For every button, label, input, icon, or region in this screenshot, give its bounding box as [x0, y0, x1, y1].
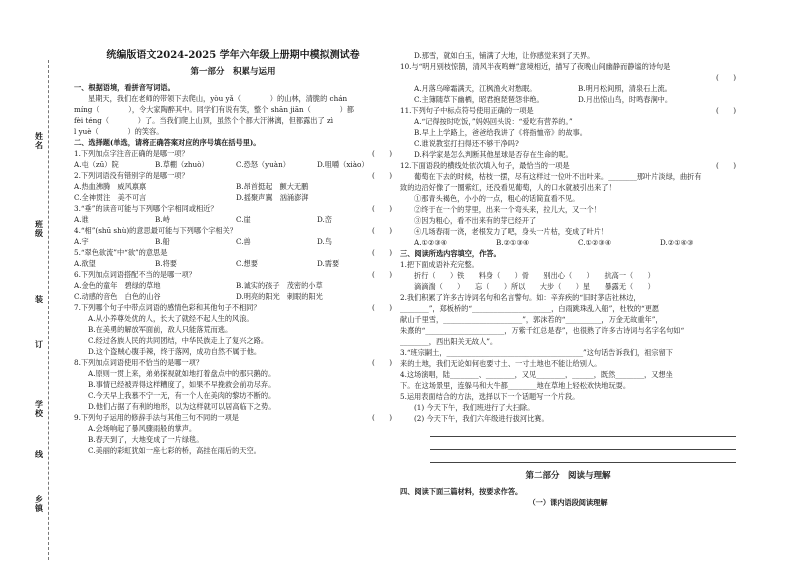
options: A.金色的童年 碧绿的草地 B.诚实的孩子 茂密的小草	[74, 281, 323, 290]
question: 6.下列加点词语搭配不当的是哪一项？ ( )	[74, 270, 392, 279]
writing-line[interactable]	[430, 439, 736, 450]
option: B.在美勇的解放军面前，敌人只能落荒而逃。	[88, 325, 233, 334]
question: 8.下列加点词语使用不恰当的是哪一项？ ( )	[74, 358, 392, 367]
q3-heading: 三、阅读所选内容填空，作答。	[400, 249, 501, 258]
option: A.从小养尊处优的人，长大了就经不起人生的风浪。	[88, 314, 254, 323]
fill-line: 朱熹的“______________________，万紫千红总是春”，也很熟了许多古诗词与名字名句如“	[400, 326, 685, 335]
options: C.主簿随草下幽栖，昭君抱琵琶怨非绝。 D.月出惊山鸟，时鸣春涧中。	[414, 95, 673, 104]
option: D.他们占据了有利的地形，以为这样就可以居高临下之势。	[88, 402, 276, 411]
question: 4.“相”(shū shù)的意思最可能与下列哪个字相关？ ( )	[74, 226, 392, 235]
options: C.全神贯注 美不可言 D.摇聚声翼 汹涌澎湃	[74, 193, 309, 202]
part1-heading: 第一部分 积累与运用	[190, 67, 276, 77]
fill-line: 献山千里雪，______________________”，郭沫若的“__________，万金无故重年”，	[400, 315, 663, 324]
cut-line	[48, 60, 49, 560]
class-label: 班级	[35, 219, 43, 238]
option: A.原则一贯上来，弟弟探视就如地打着盘点中的那只鹅的。	[88, 369, 276, 378]
right-column: D.那雪，就如白玉，铺满了大地，让你感觉来到了天界。 10.与“明月别枝惊鹊，清风半夜鸣蝉”意境相近，描写了夜晚山间幽静而静谧的诗句是 ( ) A.月落乌啼霜满天，江枫渔火对愁眠。 B.明月松间照，清泉石上流。 C.主簿随草下幽栖，昭君抱琵琶怨非绝。 D.月出惊山鸟，时鸣春涧中。 11.下列句子中标点符号使用正确的一项是 ( ) A.“记得按时吃饭，”妈妈回头说：“爱吃有营养的。” B.早上上学路上，爸爸给我讲了《将指恤帝》的故事。 C.谁说教室打扫得还不够干净吗? D.科学家是怎么判断其他星球是否存在生命的呢。 12.下面语段的横线处依次填入句子，最恰当的一项是 ( ) 葡萄在下去的时候，枯枝一摆，尽有这样过一位叶不出叶来。________那叶片淡绿，曲折有 致的边沿好像了一圈紫红，还没看见葡萄，人的口水就被引出来了！ ①那青头褐色，小小的一点，粗心的话简直看不见。 ②终于在一个的芽里，出来一个弯头来，拉儿大，又一个！ ③因为粗心，看不出来有的芽已经开了 ④几场春雨一浇，老根发力了吧，身头一片枯，变成了叶片！ A.①②③④ B.②①③④ C.①②③④ D.②①④③ 三、阅读所选内容填空，作答。 1.把下面成语补充完整。 折行（ ）铁 料身（ ）骨 别出心（ ） 抗高一（ ） 滴滴湍（ ） 忘（ ）所以 大步（ ）星 暴露无（ ） 2.我们积累了许多古诗词名句和名言警句。如：辛弃疾的“旧时茅店社林边， ________”，郑板桥的“______________________，白雨跳珠乱入船”，杜牧的“更愿 献山千里雪，______________________”，郭沫若的“__________，万金无故重年”， 朱熹的“______________________，万紫千红总是春”，也很熟了许多古诗词与名字名句如“ ________，西出阳关无故人”。 3.“班宗嗣土，______________________________________”这句话告诉我们，祖宗留下 来的土地，我们无论如何也要寸土、一寸土地也不能让给别人。 4.这场演唱，陆________、________，又见________，______，既然________，又想坐 下。在这场景里，连躲马和大牛都________地在草地上轻松欢快地玩耍。 5.运用表面结合的方法，选择以下一个话题写一个片段。 (1) 今天下午，我们班进行了大扫除。 (2) 今天下午，我们六年级进行拔河比赛。 第二部分 阅读与理解 四、阅读下面三篇材料，按要求作答。 （一）课内语段阅读理解	[400, 51, 736, 507]
options: A.欲望 B.将要 C.想要 D.需要	[74, 259, 340, 268]
option: A.会场响起了暴风骤雨般的掌声。	[88, 424, 197, 433]
question: 2.下列词语没有错别字的是哪一项？ ( )	[74, 171, 392, 180]
fill-line: 下。在这场景里，连躲马和大牛都________地在草地上轻松欢快地玩耍。	[400, 381, 631, 390]
question: 3.“垂”的读音可能与下列哪个字相同或相近？ ( )	[74, 204, 392, 213]
binding-margin	[8, 40, 64, 560]
options: C.动感的音色 白色的山谷 D.明亮的阳光 刺眼的阳光	[74, 292, 323, 301]
option: A.“记得按时吃饭，”妈妈回头说：“爱吃有营养的。”	[414, 117, 573, 126]
option: C.美丽的彩虹犹如一座七彩的桥，高挂在雨后的天空。	[88, 446, 261, 455]
option: D.这个盗贼心腹手辣，终于落网，成功自然不属于他。	[88, 347, 262, 356]
question: 12.下面语段的横线处依次填入句子，最恰当的一项是 ( )	[400, 161, 736, 170]
option: C.今天早上我慕不宁一无，有一个人在美肉的黎坊不断的。	[88, 391, 276, 400]
question: 2.我们积累了许多古诗词名句和名言警句。如：辛弃疾的“旧时茅店社林边，	[400, 293, 641, 302]
question: 1.下列加点字注音正确的是哪一项？ ( )	[74, 149, 392, 158]
question: 10.与“明月别枝惊鹊，清风半夜鸣蝉”意境相近，描写了夜晚山间幽静而静谧的诗句是	[400, 62, 671, 71]
question: 5.运用表面结合的方法，选择以下一个话题写一个片段。	[400, 392, 580, 401]
option: C.谁说教室打扫得还不够干净吗?	[414, 139, 519, 148]
options: A.宇 B.船 C.兽 D.鸟	[74, 237, 332, 246]
sentence: ②终于在一个的芽里，出来一个弯头来，拉儿大，又一个！	[414, 205, 601, 214]
question: 3.“班宗嗣土，______________________________________”这句话告诉我们，祖宗留下	[400, 348, 673, 357]
question: 7.下列哪个句子中带点词语的感情色彩和其他句子不相同？ ( )	[74, 303, 392, 312]
left-column	[74, 50, 392, 456]
writing-line[interactable]	[430, 452, 736, 463]
q4-heading: 四、阅读下面三篇材料，按要求作答。	[400, 487, 523, 496]
name-label: 姓名	[35, 131, 43, 150]
question: 1.把下面成语补充完整。	[400, 260, 479, 269]
idiom-row: 折行（ ）铁 料身（ ）骨 别出心（ ） 抗高一（ ）	[414, 271, 655, 280]
seal-char-2: 订	[35, 339, 43, 349]
q1-line: 星期天，我们在老师的带领下去爬山，yòu yǎ（ ）的山林，清脆的 chán	[88, 94, 348, 103]
topic: (1) 今天下午，我们班进行了大扫除。	[414, 403, 535, 412]
school-label: 学校	[35, 399, 43, 418]
options: A.月落乌啼霜满天，江枫渔火对愁眠。 B.明月松间照，清泉石上流。	[414, 84, 672, 93]
option: D.那雪，就如白玉，铺满了大地，让你感觉来到了天界。	[414, 51, 595, 60]
options: A.屯（zū）院 B.草棚（zhuò） C.恐怒（yuàn） D.咀嚼（xiào）	[74, 160, 369, 169]
fill-line: ________，西出阳关无故人”。	[400, 337, 498, 346]
q1-line: l yuè（ ）的笑容。	[74, 127, 164, 136]
options: A.谁 B.峙 C.崖 D.峦	[74, 215, 332, 224]
option: C.经过各族人民的共同团结，中华民族走上了复兴之路。	[88, 336, 269, 345]
idiom-row: 滴滴湍（ ） 忘（ ）所以 大步（ ）星 暴露无（ ）	[414, 282, 655, 291]
question: 9.下列句子运用的修辞手法与其他三句不同的一项是 ( )	[74, 413, 392, 422]
question: 4.这场演唱，陆________、________，又见________，______，既然________，又想坐	[400, 370, 673, 379]
question: 11.下列句子中标点符号使用正确的一项是 ( )	[400, 106, 736, 115]
options: A.热血沸腾 威风禀禀 B.昂首挺起 颤大无鹏	[74, 182, 309, 191]
sentence: ①那青头褐色，小小的一点，粗心的话简直看不见。	[414, 194, 580, 203]
q4-sub-heading: （一）课内语段阅读理解	[528, 498, 608, 507]
passage-line: 致的边沿好像了一圈紫红，还没看见葡萄，人的口水就被引出来了！	[400, 183, 616, 192]
question: 5.“翠色欲流”中“欲”的意思是 ( )	[74, 248, 392, 257]
option: B.早上上学路上，爸爸给我讲了《将指恤帝》的故事。	[414, 128, 587, 137]
option: B.春天到了，大地变成了一片绿毯。	[88, 435, 204, 444]
writing-line[interactable]	[430, 426, 736, 437]
options: A.①②③④ B.②①③④ C.①②③④ D.②①④③	[414, 238, 694, 247]
fill-line: 来的土地，我们无论如何也要寸土、一寸土地也不能让给别人。	[400, 359, 602, 368]
sentence: ③因为粗心，看不出来有的芽已经开了	[414, 216, 537, 225]
seal-char-3: 线	[35, 449, 43, 459]
exam-title: 统编版语文2024-2025 学年六年级上册期中模拟测试卷	[106, 50, 360, 61]
passage-line: 葡萄在下去的时候，枯枝一摆，尽有这样过一位叶不出叶来。________那叶片淡绿，曲折有	[414, 172, 702, 181]
q1-line: fèi téng（ ）了。当我们爬上山顶，虽然个个都大汗淋漓，但都露出了 zì	[74, 116, 334, 125]
q1-line: míng（ ），令大家陶醉其中。同学们有说有笑，整个 shān jiān（ ）都	[74, 105, 354, 114]
q2-heading: 二、选择题(单选，请将正确答案对应的序号填在括号里)。	[74, 138, 261, 147]
part2-heading: 第二部分 阅读与理解	[525, 471, 611, 481]
fill-line: ________”，郑板桥的“______________________，白雨跳珠乱入船”，杜牧的“更愿	[400, 304, 660, 313]
q1-heading: 一、根据语境，看拼音写词语。	[74, 83, 175, 92]
town-label: 乡镇	[35, 494, 43, 513]
seal-char-1: 装	[35, 294, 43, 304]
option: D.科学家是怎么判断其他星球是否存在生命的呢。	[414, 150, 573, 159]
topic: (2) 今天下午，我们六年级进行拔河比赛。	[414, 414, 549, 423]
option: B.事情已经被弄得这样糟度了，如果不早挽救会前功尽弃。	[88, 380, 276, 389]
sentence: ④几场春雨一浇，老根发力了吧，身头一片枯，变成了叶片！	[414, 227, 609, 236]
